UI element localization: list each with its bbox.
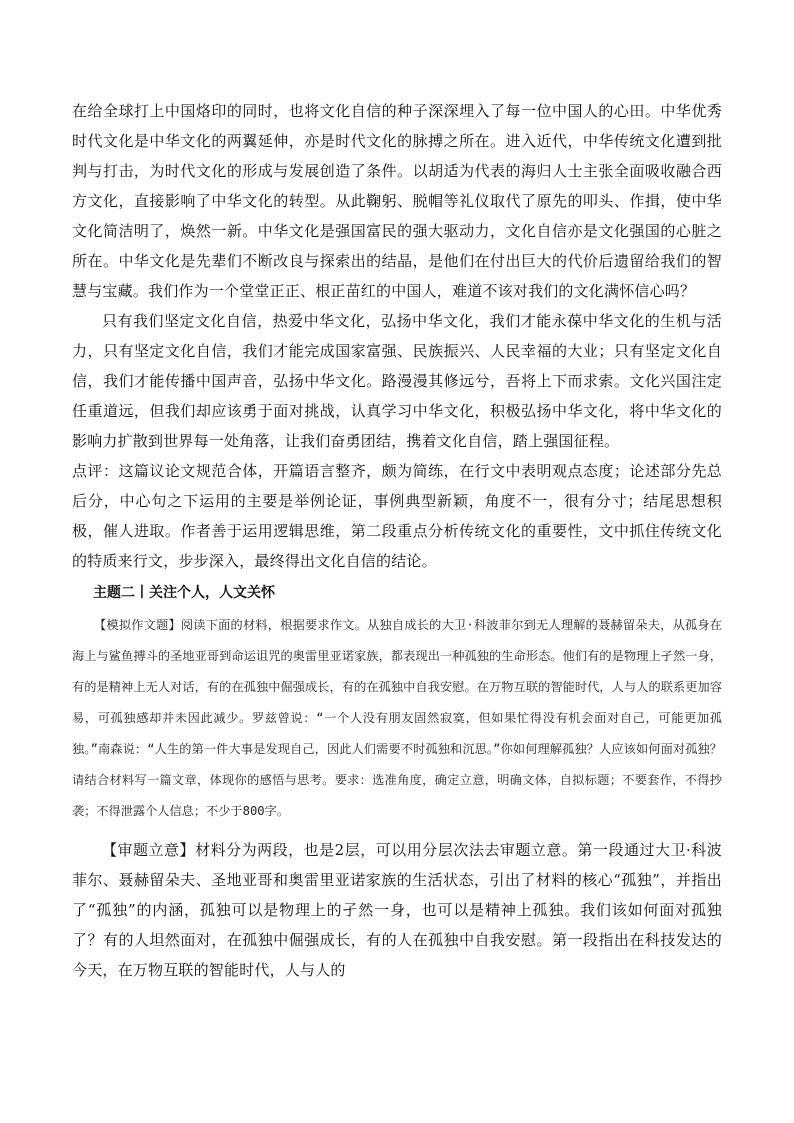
spacer — [72, 827, 722, 835]
essay-prompt: 【模拟作文题】阅读下面的材料，根据要求作文。从独自成长的大卫·科波菲尔到无人理解的聂赫留朵夫，从孤身在海上与鲨鱼搏斗的圣地亚哥到命运诅咒的奥雷里亚诺家族，都表现出一种孤独的生命形态。他们有的是物理上孑然一身，有的是精神上无人对话，有的在孤独中倔强成长，有的在孤独中自我安慰。在万物互联的智能时代，人与人的联系更加容易，可孤独感却并未因此减少。罗兹曾说：“一个人没有朋友固然寂寞，但如果忙得没有机会面对自己，可能更加孤独。”南森说：“人生的第一件大事是发现自己，因此人们需要不时孤独和沉思。”你如何理解孤独？人应该如何面对孤独？请结合材料写一篇文章，体现你的感悟与思考。要求：选准角度，确定立意，明确文体，自拟标题；不要套作，不得抄袭；不得泄露个人信息；不少于800字。 — [72, 618, 722, 818]
document-page — [72, 96, 722, 985]
analysis-paragraph: 【审题立意】材料分为两段，也是2层，可以用分层次法去审题立意。第一段通过大卫·科波菲尔、聂赫留朵夫、圣地亚哥和奥雷里亚诺家族的生活状态，引出了材料的核心“孤独”，并指出了“孤独”的内涵，孤独可以是物理上的孑然一身，也可以是精神上孤独。我们该如何面对孤独了？有的人坦然面对，在孤独中倔强成长，有的人在孤独中自我安慰。第一段指出在科技发达的今天，在万物互联的智能时代，人与人的 — [72, 841, 722, 979]
section-title: 主题二丨关注个人，人文关怀 — [93, 585, 275, 601]
essay-paragraph-1: 在给全球打上中国烙印的同时，也将文化自信的种子深深埋入了每一位中国人的心田。中华优秀时代文化是中华文化的两翼延伸，亦是时代文化的脉搏之所在。进入近代，中华传统文化遭到批判与打击，为时代文化的形成与发展创造了条件。以胡适为代表的海归人士主张全面吸收融合西方文化，直接影响了中华文化的转型。从此鞠躬、脱帽等礼仪取代了原先的叩头、作揖，使中华文化简洁明了，焕然一新。中华文化是强国富民的强大驱动力，文化自信亦是文化强国的心脏之所在。中华文化是先辈们不断改良与探索出的结晶，是他们在付出巨大的代价后遗留给我们的智慧与宝藏。我们作为一个堂堂正正、根正苗红的中国人，难道不该对我们的文化满怀信心吗？ — [72, 102, 722, 300]
essay-paragraph-2: 只有我们坚定文化自信，热爱中华文化，弘扬中华文化，我们才能永葆中华文化的生机与活力，只有坚定文化自信，我们才能完成国家富强、民族振兴、人民幸福的大业；只有坚定文化自信，我们才能传播中国声音，弘扬中华文化。路漫漫其修远兮，吾将上下而求索。文化兴国注定任重道远，但我们却应该勇于面对挑战，认真学习中华文化，积极弘扬中华文化，将中华文化的影响力扩散到世界每一处角落，让我们奋勇团结，携着文化自信，踏上强国征程。 — [72, 312, 722, 450]
comment-paragraph: 点评：这篇议论文规范合体，开篇语言整齐，颇为简练，在行文中表明观点态度；论述部分先总后分，中心句之下运用的主要是举例论证，事例典型新颖，角度不一，很有分寸；结尾思想积极，催人进取。作者善于运用逻辑思维，第二段重点分析传统文化的重要性，文中抓住传统文化的特质来行文，步步深入，最终得出文化自信的结论。 — [72, 462, 722, 570]
